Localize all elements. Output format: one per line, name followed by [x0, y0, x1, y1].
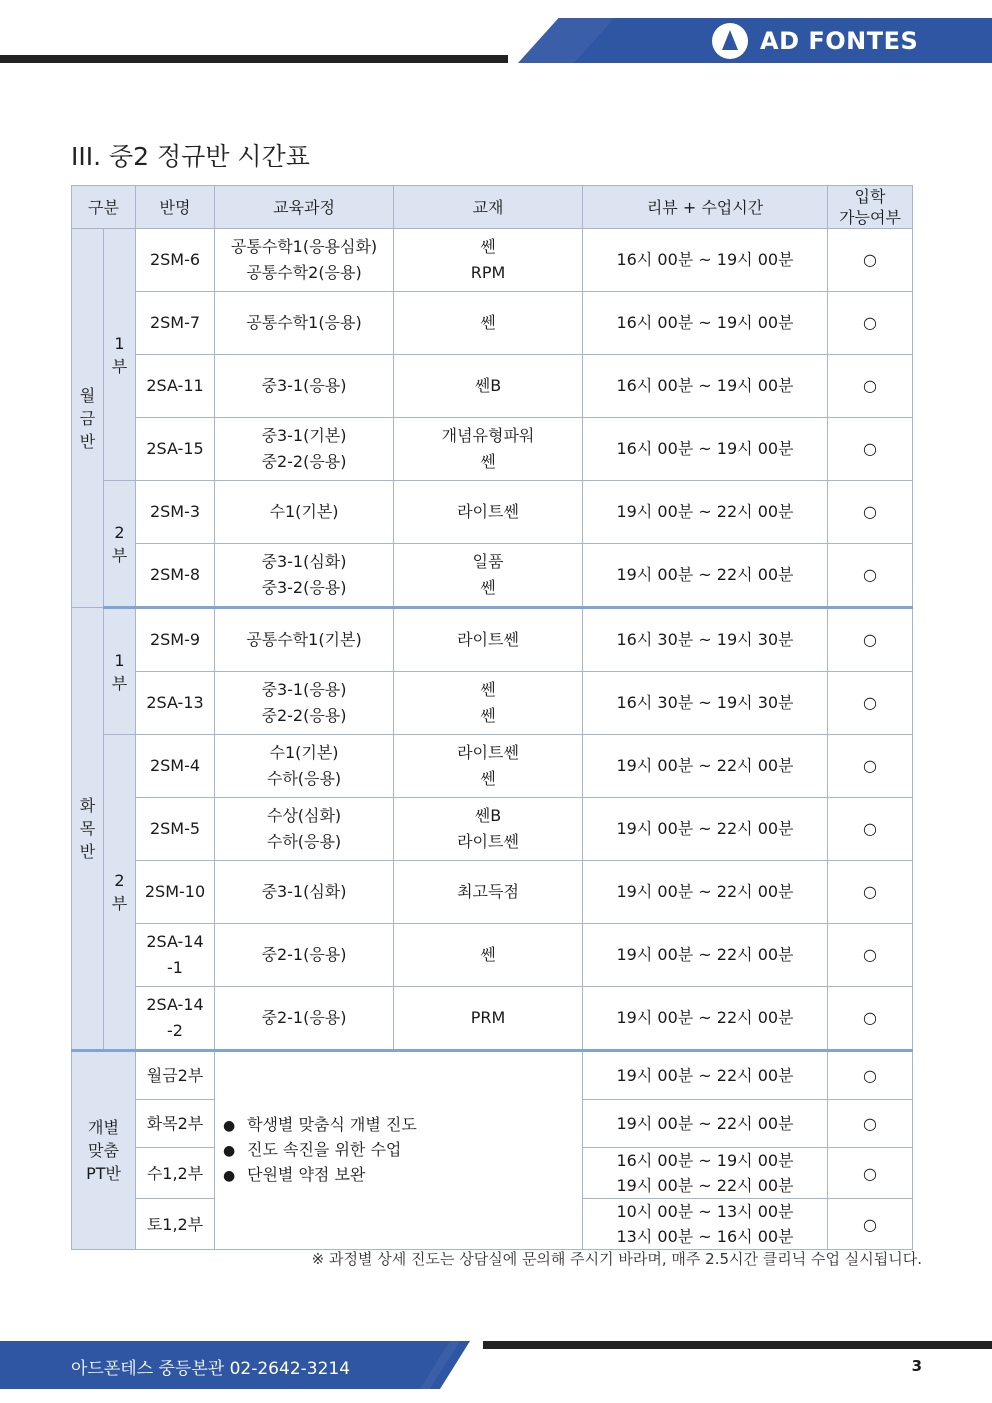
header-rule — [0, 55, 508, 63]
textbook: 최고득점 — [394, 861, 583, 924]
textbook: PRM — [394, 987, 583, 1051]
textbook: 라이트쎈 쎈 — [394, 735, 583, 798]
class-name: 월금2부 — [136, 1051, 215, 1100]
textbook: 쎈 — [394, 924, 583, 987]
group-mon-fri: 월 금 반 — [72, 229, 104, 608]
time: 19시 00분 ~ 22시 00분 — [583, 861, 828, 924]
table-row — [72, 481, 913, 544]
class-name: 수1,2부 — [136, 1148, 215, 1199]
class-name: 2SA-14 -2 — [136, 987, 215, 1051]
availability: ○ — [828, 544, 913, 608]
availability: ○ — [828, 1100, 913, 1148]
time: 19시 00분 ~ 22시 00분 — [583, 735, 828, 798]
sub-part-2: 2 부 — [104, 735, 136, 1051]
availability: ○ — [828, 672, 913, 735]
sub-part-1: 1 부 — [104, 608, 136, 735]
availability: ○ — [828, 1051, 913, 1100]
availability: ○ — [828, 608, 913, 672]
textbook: 라이트쎈 — [394, 481, 583, 544]
availability: ○ — [828, 987, 913, 1051]
header-time: 리뷰 + 수업시간 — [583, 186, 828, 229]
table-row — [72, 798, 913, 861]
logo-mark-icon — [712, 23, 748, 59]
time: 16시 00분 ~ 19시 00분 — [583, 355, 828, 418]
time: 16시 00분 ~ 19시 00분 — [583, 292, 828, 355]
time: 19시 00분 ~ 22시 00분 — [583, 987, 828, 1051]
availability: ○ — [828, 798, 913, 861]
course: 중3-1(응용) — [215, 355, 394, 418]
time: 16시 30분 ~ 19시 30분 — [583, 608, 828, 672]
availability: ○ — [828, 292, 913, 355]
availability: ○ — [828, 924, 913, 987]
course: 공통수학1(응용) — [215, 292, 394, 355]
table-header-row — [72, 186, 913, 229]
time: 19시 00분 ~ 22시 00분 — [583, 481, 828, 544]
time: 19시 00분 ~ 22시 00분 — [583, 1051, 828, 1100]
class-name: 2SM-4 — [136, 735, 215, 798]
course: 수1(기본) 수하(응용) — [215, 735, 394, 798]
bullet-item: ● 단원별 약점 보완 — [223, 1163, 582, 1188]
class-name: 2SA-14 -1 — [136, 924, 215, 987]
textbook: 일품 쎈 — [394, 544, 583, 608]
textbook: 쎈B 라이트쎈 — [394, 798, 583, 861]
time: 19시 00분 ~ 22시 00분 — [583, 544, 828, 608]
time: 16시 30분 ~ 19시 30분 — [583, 672, 828, 735]
table-row — [72, 292, 913, 355]
course: 수1(기본) — [215, 481, 394, 544]
header-availability: 입학 가능여부 — [828, 186, 913, 229]
textbook: 개념유형파워 쎈 — [394, 418, 583, 481]
table-row — [72, 1051, 913, 1100]
page-number: 3 — [911, 1357, 922, 1375]
course: 중2-1(응용) — [215, 987, 394, 1051]
pt-description — [215, 1051, 583, 1250]
class-name: 2SM-5 — [136, 798, 215, 861]
time: 19시 00분 ~ 22시 00분 — [583, 798, 828, 861]
bullet-item: ● 진도 속진을 위한 수업 — [223, 1138, 582, 1163]
table-row — [72, 355, 913, 418]
header-course: 교육과정 — [215, 186, 394, 229]
availability: ○ — [828, 229, 913, 292]
class-name: 2SM-10 — [136, 861, 215, 924]
group-tue-thu: 화 목 반 — [72, 608, 104, 1051]
time: 19시 00분 ~ 22시 00분 — [583, 924, 828, 987]
table-row — [72, 987, 913, 1051]
table-row — [72, 924, 913, 987]
availability: ○ — [828, 1148, 913, 1199]
class-name: 토1,2부 — [136, 1199, 215, 1250]
course: 중3-1(심화) — [215, 861, 394, 924]
footnote: ※ 과정별 상세 진도는 상담실에 문의해 주시기 바라며, 매주 2.5시간 클리닉 수업 실시됩니다. — [311, 1250, 922, 1268]
footer-contact: 아드폰테스 중등본관 02-2642-3214 — [71, 1359, 351, 1379]
textbook: 라이트쎈 — [394, 608, 583, 672]
class-name: 2SA-13 — [136, 672, 215, 735]
availability: ○ — [828, 418, 913, 481]
time: 16시 00분 ~ 19시 00분 — [583, 229, 828, 292]
course: 수상(심화) 수하(응용) — [215, 798, 394, 861]
header-textbook: 교재 — [394, 186, 583, 229]
textbook: 쎈 RPM — [394, 229, 583, 292]
textbook: 쎈 쎈 — [394, 672, 583, 735]
sub-part-1: 1 부 — [104, 229, 136, 481]
class-name: 화목2부 — [136, 1100, 215, 1148]
brand-logo — [712, 22, 918, 60]
header-category: 구분 — [72, 186, 136, 229]
table-row — [72, 229, 913, 292]
table-row — [72, 861, 913, 924]
table-row — [72, 735, 913, 798]
brand-name: AD FONTES — [760, 27, 919, 55]
availability: ○ — [828, 481, 913, 544]
table-row — [72, 544, 913, 608]
timetable — [71, 185, 913, 1250]
page-title: III. 중2 정규반 시간표 — [71, 142, 310, 171]
class-name: 2SM-6 — [136, 229, 215, 292]
course: 중3-1(기본) 중2-2(응용) — [215, 418, 394, 481]
textbook: 쎈 — [394, 292, 583, 355]
group-pt: 개별 맞춤 PT반 — [72, 1051, 136, 1250]
class-name: 2SM-7 — [136, 292, 215, 355]
class-name: 2SA-15 — [136, 418, 215, 481]
course: 중2-1(응용) — [215, 924, 394, 987]
class-name: 2SM-9 — [136, 608, 215, 672]
course: 공통수학1(기본) — [215, 608, 394, 672]
course: 공통수학1(응용심화) 공통수학2(응용) — [215, 229, 394, 292]
class-name: 2SM-3 — [136, 481, 215, 544]
availability: ○ — [828, 355, 913, 418]
time: 16시 00분 ~ 19시 00분 — [583, 418, 828, 481]
table-row — [72, 672, 913, 735]
footer-rule — [483, 1341, 992, 1349]
availability: ○ — [828, 861, 913, 924]
table-row — [72, 608, 913, 672]
course: 중3-1(심화) 중3-2(응용) — [215, 544, 394, 608]
class-name: 2SA-11 — [136, 355, 215, 418]
class-name: 2SM-8 — [136, 544, 215, 608]
course: 중3-1(응용) 중2-2(응용) — [215, 672, 394, 735]
availability: ○ — [828, 735, 913, 798]
table-row — [72, 418, 913, 481]
availability: ○ — [828, 1199, 913, 1250]
textbook: 쎈B — [394, 355, 583, 418]
bullet-item: ● 학생별 맞춤식 개별 진도 — [223, 1113, 582, 1138]
time: 16시 00분 ~ 19시 00분 19시 00분 ~ 22시 00분 — [583, 1148, 828, 1199]
header-class: 반명 — [136, 186, 215, 229]
time: 10시 00분 ~ 13시 00분 13시 00분 ~ 16시 00분 — [583, 1199, 828, 1250]
sub-part-2: 2 부 — [104, 481, 136, 608]
time: 19시 00분 ~ 22시 00분 — [583, 1100, 828, 1148]
